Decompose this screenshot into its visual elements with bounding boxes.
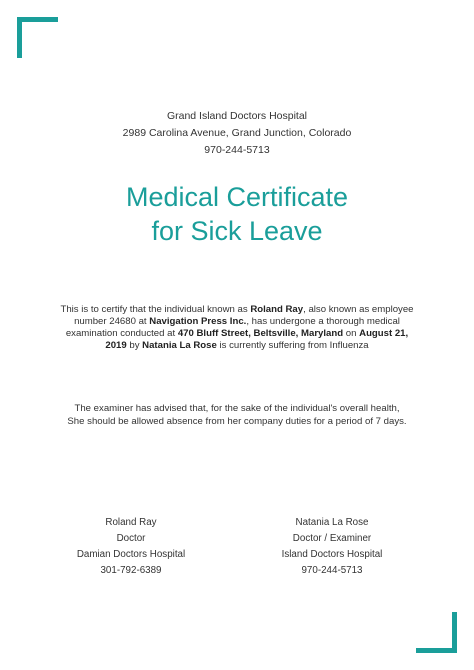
certify-text-2: , also known as employee number 24680 at	[74, 304, 414, 327]
certify-text-5: by	[126, 340, 143, 351]
exam-date: August 21, 2019	[105, 328, 409, 351]
hospital-phone: 970-244-5713	[204, 144, 270, 156]
advice-line-2: She should be allowed absence from her company duties for a period of 7 days.	[67, 415, 407, 427]
certification-paragraph	[56, 304, 418, 352]
hospital-name: Grand Island Doctors Hospital	[166, 110, 308, 122]
certify-text-4: on	[343, 328, 360, 339]
certify-text-6: is currently suffering from Influenza	[216, 340, 369, 351]
title-line-1: Medical Certificate	[125, 182, 349, 212]
hospital-header	[0, 108, 474, 159]
certify-text-1: This is to certify that the individual known as	[60, 304, 251, 315]
signer-phone: 301-792-6389	[100, 565, 162, 576]
signature-block-left	[31, 515, 231, 579]
certificate-title	[0, 180, 474, 248]
bottom-right-corner-bracket	[416, 612, 457, 653]
signer-phone: 970-244-5713	[301, 565, 363, 576]
signer-role: Doctor / Examiner	[292, 533, 372, 544]
exam-location: 470 Bluff Street, Beltsville, Maryland	[177, 328, 344, 339]
signer-organization: Damian Doctors Hospital	[76, 549, 186, 560]
signer-role: Doctor	[116, 533, 146, 544]
signer-organization: Island Doctors Hospital	[281, 549, 383, 560]
examiner-name: Natania La Rose	[142, 340, 217, 351]
patient-name: Roland Ray	[250, 304, 304, 315]
certify-text-3: , has undergone a thorough medical examination conducted at	[65, 316, 400, 339]
signer-name: Natania La Rose	[295, 517, 369, 528]
top-left-corner-bracket	[17, 17, 58, 58]
employer-name: Navigation Press Inc.	[149, 316, 247, 327]
advice-paragraph	[20, 403, 454, 428]
hospital-address: 2989 Carolina Avenue, Grand Junction, Colorado	[122, 127, 352, 139]
advice-line-1: The examiner has advised that, for the sake of the individual's overall health,	[74, 403, 400, 414]
signature-block-right	[232, 515, 432, 579]
title-line-2: for Sick Leave	[151, 216, 323, 246]
signer-name: Roland Ray	[105, 517, 157, 528]
